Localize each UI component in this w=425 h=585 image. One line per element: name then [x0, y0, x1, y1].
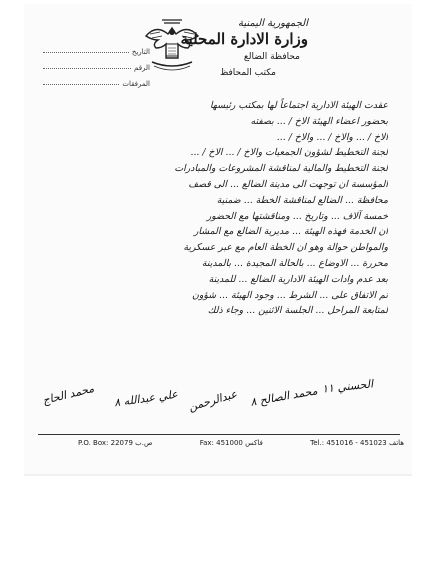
handwritten-line: محافظة ... الضالع لمناقشة الخطة ... ضمنية [216, 194, 388, 206]
signature-4: محمد الصالح ٨ [249, 384, 319, 409]
letterhead [24, 4, 412, 96]
office-title: مكتب المحافظ [219, 68, 276, 78]
footer-fax: Fax: 451000 فاكس [199, 439, 263, 447]
signature-1: محمد الحاج [41, 381, 96, 408]
attachments-label: المرفقات [122, 80, 150, 88]
attachments-line [43, 78, 119, 85]
scan-edge [24, 474, 412, 476]
handwritten-line: لجنة التخطيط والمالية لمناقشة المشروعات والمبادرات [174, 163, 388, 175]
republic-title: الجمهورية اليمنية [237, 18, 308, 29]
number-label: الرقم [134, 64, 150, 72]
handwritten-line: عقدت الهيئة الادارية اجتماعاً لها بمكتب رئيسها [209, 100, 388, 111]
handwritten-minutes [48, 98, 388, 319]
signature-2: علي عبدالله ٨ [113, 387, 179, 410]
handwritten-line: المؤسسة ان توجهت الى مدينة الضالع ... الى قصف [188, 178, 388, 190]
handwritten-line: محررة ... الاوضاع ... بالحالة المجيدة ... بالمدينة [201, 257, 388, 269]
handwritten-line: لجنة التخطيط لشؤون الجمعيات والاخ / ... الاخ / ... [190, 147, 388, 159]
footer-divider [38, 434, 400, 435]
date-field [40, 40, 150, 56]
footer-contact [78, 439, 404, 447]
footer-tel: Tel.: 451016 - 451023 هاتف [310, 439, 404, 447]
footer-pobox: P.O. Box: 22079 ص.ب [78, 439, 153, 447]
letter-page [24, 4, 412, 474]
signatures [40, 376, 410, 432]
eagle-emblem-icon [142, 18, 202, 80]
governorate-title: محافظة الضالع [243, 52, 300, 62]
number-line [43, 62, 131, 69]
date-label: التاريخ [131, 48, 150, 56]
signature-5: الحسني ١١ [321, 377, 374, 396]
reference-fields [40, 40, 150, 88]
handwritten-line: الاخ / ... والاخ / ... والاخ / ... [276, 131, 388, 143]
handwritten-line: بحضور اعضاء الهيئة الاخ / ... بصفته [250, 115, 388, 127]
attachments-field [40, 72, 150, 88]
handwritten-line: والمواطن حوالة وهو ان الخطة العام مع عبر عسكرية [183, 242, 388, 254]
signature-3: عبدالرحمن [187, 387, 239, 414]
ministry-title: وزارة الادارة المحلية [180, 30, 308, 48]
handwritten-line: خمسة آلاف ... وتاريخ ... ومناقشتها مع الحضور [206, 210, 388, 222]
handwritten-line: لمتابعة المراحل ... الجلسة الاثنين ... وجاء ذلك [207, 305, 388, 317]
number-field [40, 56, 150, 72]
date-line [43, 46, 129, 53]
handwritten-line: ان الخدمة فهذه الهيئة ... مديرية الضالع مع المشار [193, 226, 388, 238]
handwritten-line: تم الاتفاق على ... الشرط ... وجود الهيئة ... شؤون [191, 289, 388, 301]
handwritten-line: بعد عدم وادات الهيئة الادارية الضالع ... للمدينة [208, 273, 388, 285]
